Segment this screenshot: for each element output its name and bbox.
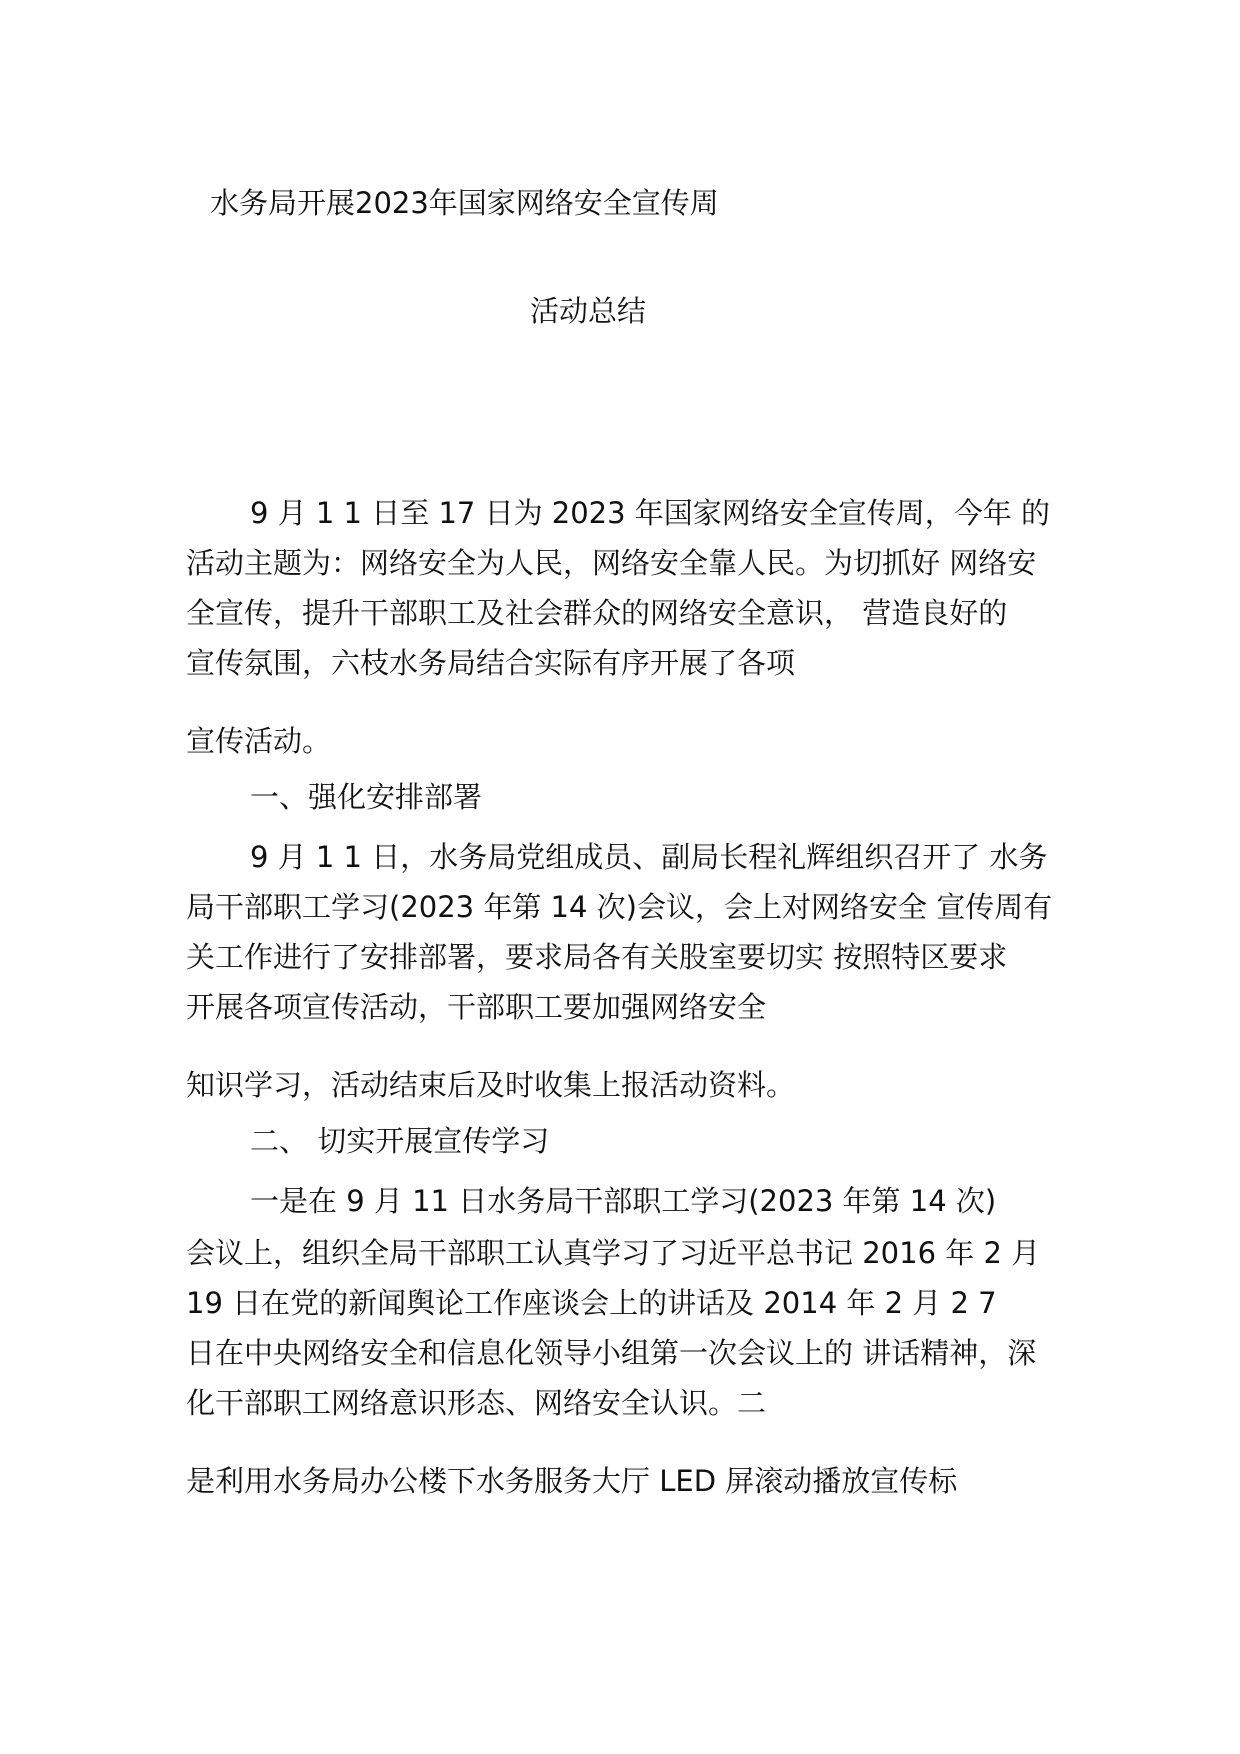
body-line: 全宣传，提升干部职工及社会群众的网络安全意识， 营造良好的 [186,596,1008,630]
body-line: 宣传活动。 [186,724,332,758]
body-line: 日在中央网络安全和信息化领导小组第一次会议上的 讲话精神，深 [186,1336,1037,1370]
body-line: 开展各项宣传活动，干部职工要加强网络安全 [186,990,767,1024]
section-heading: 一、强化安排部署 [250,780,483,814]
body-line: 一是在 9 月 11 日水务局干部职工学习(2023 年第 14 次) [250,1184,997,1218]
body-line: 会议上，组织全局干部职工认真学习了习近平总书记 2016 年 2 月 [186,1236,1041,1270]
body-line: 9 月 1 1 日至 17 日为 2023 年国家网络安全宣传周，今年 的 [250,496,1051,530]
body-line: 局干部职工学习(2023 年第 14 次)会议，会上对网络安全 宣传周有 [186,890,1053,924]
body-line: 知识学习，活动结束后及时收集上报活动资料。 [186,1068,796,1102]
body-line: 19 日在党的新闻舆论工作座谈会上的讲话及 2014 年 2 月 2 7 [186,1286,997,1320]
body-line: 宣传氛围，六枝水务局结合实际有序开展了各项 [186,646,796,680]
body-line: 关工作进行了安排部署，要求局各有关股室要切实 按照特区要求 [186,940,1008,974]
body-line: 9 月 1 1 日，水务局党组成员、副局长程礼辉组织召开了 水务 [250,840,1048,874]
body-line: 化干部职工网络意识形态、网络安全认识。二 [186,1386,767,1420]
section-heading: 二、 切实开展宣传学习 [250,1124,550,1158]
body-line: 是利用水务局办公楼下水务服务大厅 LED 屏滚动播放宣传标 [186,1464,958,1498]
document-title-line-2: 活动总结 [530,294,647,328]
document-title-line-1: 水务局开展2023年国家网络安全宣传周 [210,186,719,220]
body-line: 活动主题为：网络安全为人民，网络安全靠人民。为切抓好 网络安 [186,546,1037,580]
